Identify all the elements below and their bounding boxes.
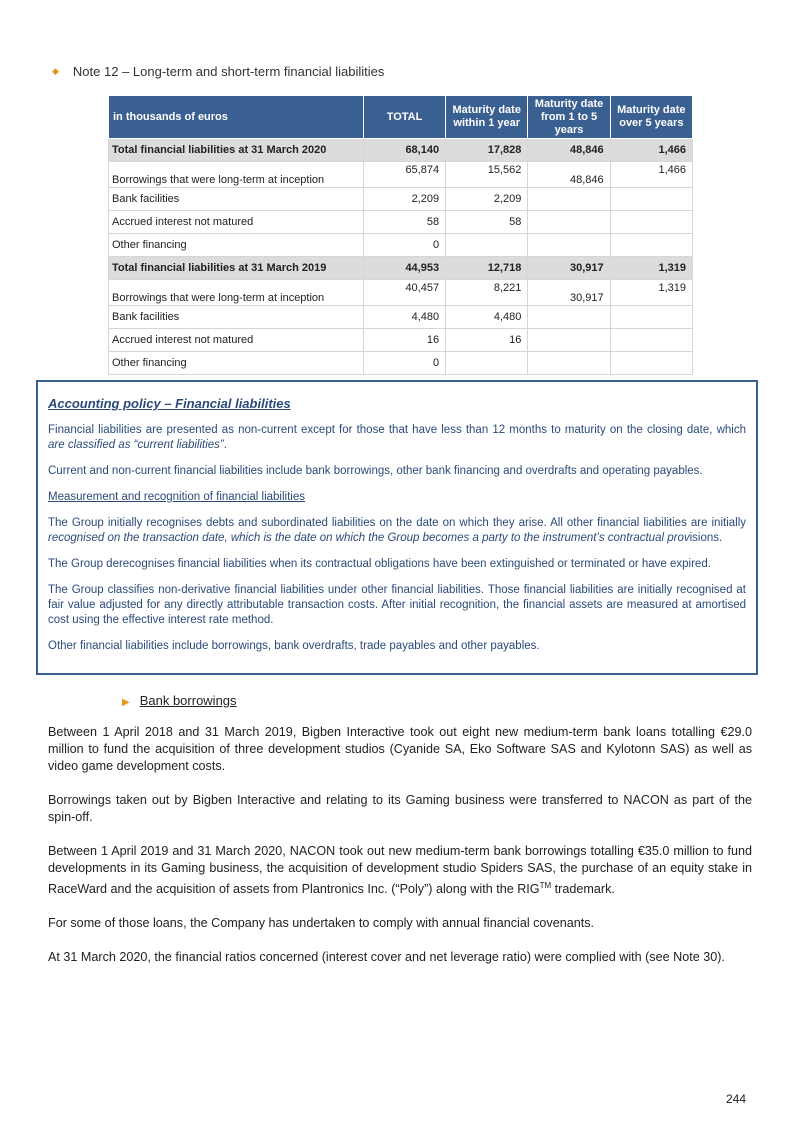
row-label: Other financing [109,234,364,257]
table-cell [610,188,692,211]
table-cell [528,306,610,329]
table-row [109,188,693,211]
table-cell: 44,953 [363,257,445,280]
table-total-row [109,139,693,162]
table-cell: 16 [446,329,528,352]
policy-paragraph: Other financial liabilities include borrowings, bank overdrafts, trade payables and other payables. [48,640,540,652]
section-title: Bank borrowings [139,693,237,708]
table-header-cell: TOTAL [363,96,445,139]
table-cell [610,234,692,257]
row-label: Accrued interest not matured [109,329,364,352]
body-paragraph: Between 1 April 2018 and 31 March 2019, Bigben Interactive took out eight new medium-term bank loans totalling €29.0 million to fund the acquisition of three development studios (Cyanide SA, Eko Software SAS and Kylotonn SAS) as well as video game development costs. [48,725,752,773]
policy-paragraph [48,423,746,453]
table-row [109,352,693,375]
section-heading [122,693,237,708]
table-cell: 15,562 [446,162,528,188]
table-header-cell: Maturity date over 5 years [610,96,692,139]
policy-text: isions. [689,532,723,544]
accounting-policy-box [36,380,758,675]
table-cell: 40,457 [363,280,445,306]
body-paragraph: Borrowings taken out by Bigben Interactive and relating to its Gaming business were transferred to NACON as part of the spin-off. [48,793,752,824]
body-paragraph [48,843,752,898]
table-cell: 65,874 [363,162,445,188]
table-cell: 8,221 [446,280,528,306]
table-row [109,234,693,257]
table-row [109,280,693,306]
table-cell: 68,140 [363,139,445,162]
table-cell [528,211,610,234]
row-label: Other financing [109,352,364,375]
table-cell: 58 [446,211,528,234]
body-text-span: Between 1 April 2019 and 31 March 2020, NACON took out new medium-term bank borrowings totalling €35.0 million to fund developments in its Gaming business, the acquisition of development studio Spiders SAS, the purchase of an equity stake in RaceWard and the acquisition of assets from Plantronics Inc. (“Poly”) along with the RIG [48,844,752,897]
table-cell: 1,466 [610,139,692,162]
table-total-row [109,257,693,280]
trademark-superscript: TM [539,881,552,890]
triangle-bullet-icon: ▶ [122,697,130,708]
table-cell: 17,828 [446,139,528,162]
table-cell: 48,846 [528,139,610,162]
table-row [109,162,693,188]
policy-text: recognised on the transaction date, which is the date on which the Group becomes a party to the instrument’s contractual prov [48,532,690,544]
table-cell: 2,209 [363,188,445,211]
policy-paragraph: Current and non-current financial liabilities include bank borrowings, other bank financing and overdrafts and operating payables. [48,465,703,477]
table-row [109,306,693,329]
note-heading [52,64,384,79]
row-label: Borrowings that were long-term at inception [109,162,364,188]
body-text-span: trademark. [551,882,615,897]
policy-text: Financial liabilities are presented as non-current except for those that have less than 12 months to maturity on the closing date, which [48,424,746,436]
row-label: Bank facilities [109,306,364,329]
table-cell [610,352,692,375]
body-paragraph: At 31 March 2020, the financial ratios concerned (interest cover and net leverage ratio) were complied with (see Note 30). [48,950,725,965]
table-cell: 30,917 [528,257,610,280]
page-number: 244 [726,1092,747,1106]
table-row [109,211,693,234]
policy-paragraph: The Group classifies non-derivative financial liabilities under other financial liabilities. Those financial liabilities are initially recognised at fair value adjusted for any directly attributable transaction costs. After initial recognition, the financial assets are measured at amortised cost using the effective interest rate method. [48,584,746,626]
table-cell: 12,718 [446,257,528,280]
table-cell [610,306,692,329]
table-header-row [109,96,693,139]
table-cell: 30,917 [528,280,610,306]
policy-subheading: Measurement and recognition of financial liabilities [48,491,305,503]
table-cell [446,234,528,257]
body-text [48,724,752,983]
table-cell: 16 [363,329,445,352]
financial-liabilities-table [108,95,693,375]
table-cell [528,188,610,211]
table-header-cell: Maturity date within 1 year [446,96,528,139]
table-cell: 0 [363,234,445,257]
table-cell: 4,480 [446,306,528,329]
table-cell [446,352,528,375]
policy-paragraph [48,516,746,546]
table-cell: 0 [363,352,445,375]
row-label: Total financial liabilities at 31 March 2019 [109,257,364,280]
diamond-bullet-icon: ◆ [52,66,59,76]
table-cell: 2,209 [446,188,528,211]
table-cell [610,329,692,352]
table-cell [610,211,692,234]
policy-text: . [223,439,227,451]
table-cell [528,329,610,352]
row-label: Accrued interest not matured [109,211,364,234]
table-cell: 4,480 [363,306,445,329]
table-cell: 1,319 [610,257,692,280]
body-paragraph: For some of those loans, the Company has undertaken to comply with annual financial covenants. [48,916,595,931]
table-cell: 58 [363,211,445,234]
policy-text: are classified as “current liabilities” [48,439,224,451]
policy-text: The Group initially recognises debts and subordinated liabilities on the date on which they arise. All other financial liabilities are initially [48,517,746,529]
row-label: Bank facilities [109,188,364,211]
policy-paragraph: The Group derecognises financial liabilities when its contractual obligations have been extinguished or terminated or have expired. [48,558,711,570]
policy-title: Accounting policy – Financial liabilities [48,396,291,411]
table-header-cell: in thousands of euros [109,96,364,139]
table-row [109,329,693,352]
table-cell [528,352,610,375]
table-cell: 1,319 [610,280,692,306]
table-cell [528,234,610,257]
row-label: Total financial liabilities at 31 March 2020 [109,139,364,162]
row-label: Borrowings that were long-term at inception [109,280,364,306]
table-cell: 1,466 [610,162,692,188]
note-title: Note 12 – Long-term and short-term financial liabilities [72,64,385,79]
table-header-cell: Maturity date from 1 to 5 years [528,96,610,139]
table-cell: 48,846 [528,162,610,188]
